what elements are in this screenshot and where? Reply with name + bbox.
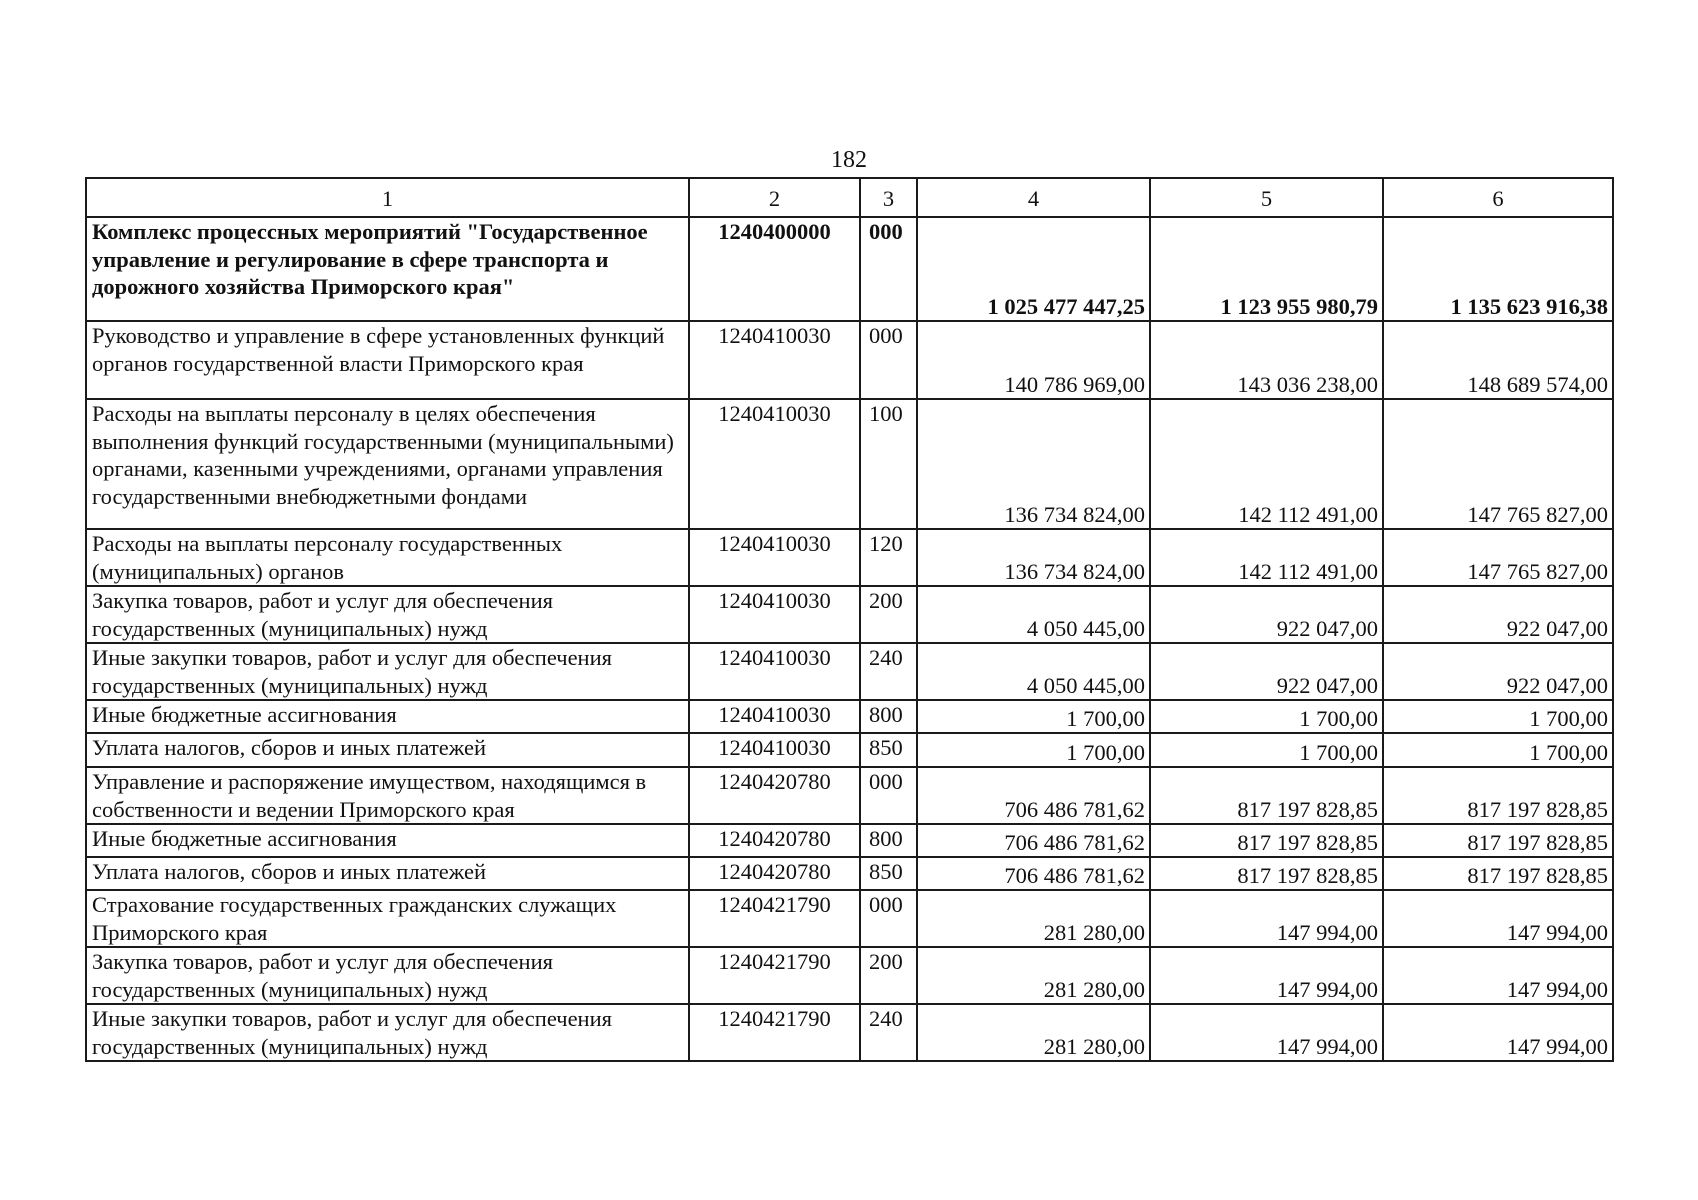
row-amount-col4: 1 700,00 bbox=[917, 733, 1150, 767]
row-amount-col5: 147 994,00 bbox=[1150, 947, 1383, 1004]
row-type-cell: 000 bbox=[860, 321, 917, 399]
row-amount-col4: 281 280,00 bbox=[917, 947, 1150, 1004]
row-amount-col5: 817 197 828,85 bbox=[1150, 767, 1383, 824]
row-code-cell: 1240420780 bbox=[689, 767, 860, 824]
row-amount-col4: 136 734 824,00 bbox=[917, 529, 1150, 586]
row-amount-col4: 136 734 824,00 bbox=[917, 399, 1150, 529]
row-amount-col6: 147 994,00 bbox=[1383, 1004, 1613, 1061]
row-amount-col4: 706 486 781,62 bbox=[917, 824, 1150, 857]
row-amount-col4: 1 025 477 447,25 bbox=[917, 217, 1150, 321]
row-type-cell: 000 bbox=[860, 767, 917, 824]
row-amount-col4: 1 700,00 bbox=[917, 700, 1150, 733]
header-cell-6: 6 bbox=[1383, 178, 1613, 217]
header-cell-4: 4 bbox=[917, 178, 1150, 217]
row-amount-col4: 706 486 781,62 bbox=[917, 767, 1150, 824]
table-header-row bbox=[86, 178, 1613, 217]
table-row bbox=[86, 767, 1613, 824]
row-type-cell: 200 bbox=[860, 586, 917, 643]
row-amount-col5: 1 700,00 bbox=[1150, 733, 1383, 767]
row-amount-col5: 147 994,00 bbox=[1150, 1004, 1383, 1061]
row-code-cell: 1240410030 bbox=[689, 399, 860, 529]
row-amount-col6: 147 765 827,00 bbox=[1383, 399, 1613, 529]
row-code-cell: 1240421790 bbox=[689, 890, 860, 947]
row-amount-col6: 147 994,00 bbox=[1383, 890, 1613, 947]
row-amount-col5: 817 197 828,85 bbox=[1150, 824, 1383, 857]
table-row bbox=[86, 643, 1613, 700]
row-code-cell: 1240410030 bbox=[689, 700, 860, 733]
row-amount-col5: 1 700,00 bbox=[1150, 700, 1383, 733]
header-cell-5: 5 bbox=[1150, 178, 1383, 217]
row-name-cell: Расходы на выплаты персоналу в целях обеспечения выполнения функций государственными (муниципальными) органами, казенными учреждениями, органами управления государственными внебюджетными фондами bbox=[86, 399, 689, 529]
row-code-cell: 1240421790 bbox=[689, 947, 860, 1004]
row-code-cell: 1240410030 bbox=[689, 529, 860, 586]
row-amount-col5: 922 047,00 bbox=[1150, 586, 1383, 643]
row-code-cell: 1240410030 bbox=[689, 643, 860, 700]
row-amount-col5: 922 047,00 bbox=[1150, 643, 1383, 700]
table-row bbox=[86, 733, 1613, 767]
table-row bbox=[86, 857, 1613, 890]
row-name-cell: Иные закупки товаров, работ и услуг для обеспечения государственных (муниципальных) нужд bbox=[86, 643, 689, 700]
table-row bbox=[86, 1004, 1613, 1061]
table-row bbox=[86, 321, 1613, 399]
table-row bbox=[86, 529, 1613, 586]
table-row bbox=[86, 217, 1613, 321]
row-code-cell: 1240421790 bbox=[689, 1004, 860, 1061]
row-name-cell: Страхование государственных гражданских служащих Приморского края bbox=[86, 890, 689, 947]
row-amount-col6: 1 700,00 bbox=[1383, 733, 1613, 767]
row-amount-col4: 281 280,00 bbox=[917, 890, 1150, 947]
page-number: 182 bbox=[831, 147, 867, 173]
row-amount-col5: 143 036 238,00 bbox=[1150, 321, 1383, 399]
row-name-cell: Руководство и управление в сфере установленных функций органов государственной власти Приморского края bbox=[86, 321, 689, 399]
row-type-cell: 120 bbox=[860, 529, 917, 586]
row-amount-col6: 1 700,00 bbox=[1383, 700, 1613, 733]
row-amount-col6: 922 047,00 bbox=[1383, 643, 1613, 700]
row-code-cell: 1240410030 bbox=[689, 321, 860, 399]
row-amount-col5: 817 197 828,85 bbox=[1150, 857, 1383, 890]
row-amount-col6: 148 689 574,00 bbox=[1383, 321, 1613, 399]
row-amount-col4: 706 486 781,62 bbox=[917, 857, 1150, 890]
table-row bbox=[86, 700, 1613, 733]
row-name-cell: Уплата налогов, сборов и иных платежей bbox=[86, 857, 689, 890]
row-code-cell: 1240420780 bbox=[689, 857, 860, 890]
header-cell-1: 1 bbox=[86, 178, 689, 217]
row-name-cell: Иные бюджетные ассигнования bbox=[86, 700, 689, 733]
row-type-cell: 000 bbox=[860, 217, 917, 321]
row-amount-col5: 142 112 491,00 bbox=[1150, 529, 1383, 586]
row-amount-col4: 4 050 445,00 bbox=[917, 643, 1150, 700]
table-body bbox=[86, 178, 1613, 1061]
row-name-cell: Закупка товаров, работ и услуг для обеспечения государственных (муниципальных) нужд bbox=[86, 586, 689, 643]
row-amount-col6: 817 197 828,85 bbox=[1383, 767, 1613, 824]
row-amount-col6: 817 197 828,85 bbox=[1383, 857, 1613, 890]
row-type-cell: 240 bbox=[860, 643, 917, 700]
row-name-cell: Расходы на выплаты персоналу государственных (муниципальных) органов bbox=[86, 529, 689, 586]
table-row bbox=[86, 586, 1613, 643]
table-row bbox=[86, 399, 1613, 529]
row-code-cell: 1240420780 bbox=[689, 824, 860, 857]
row-amount-col5: 147 994,00 bbox=[1150, 890, 1383, 947]
row-amount-col6: 147 765 827,00 bbox=[1383, 529, 1613, 586]
row-type-cell: 800 bbox=[860, 700, 917, 733]
row-amount-col6: 817 197 828,85 bbox=[1383, 824, 1613, 857]
row-name-cell: Иные бюджетные ассигнования bbox=[86, 824, 689, 857]
row-type-cell: 850 bbox=[860, 733, 917, 767]
budget-table bbox=[85, 177, 1614, 1062]
row-amount-col5: 1 123 955 980,79 bbox=[1150, 217, 1383, 321]
row-code-cell: 1240400000 bbox=[689, 217, 860, 321]
header-cell-3: 3 bbox=[860, 178, 917, 217]
row-amount-col6: 1 135 623 916,38 bbox=[1383, 217, 1613, 321]
row-name-cell: Управление и распоряжение имуществом, находящимся в собственности и ведении Приморского края bbox=[86, 767, 689, 824]
table-row bbox=[86, 947, 1613, 1004]
row-amount-col4: 140 786 969,00 bbox=[917, 321, 1150, 399]
row-type-cell: 100 bbox=[860, 399, 917, 529]
table-row bbox=[86, 824, 1613, 857]
row-type-cell: 850 bbox=[860, 857, 917, 890]
row-name-cell: Уплата налогов, сборов и иных платежей bbox=[86, 733, 689, 767]
row-type-cell: 240 bbox=[860, 1004, 917, 1061]
row-amount-col5: 142 112 491,00 bbox=[1150, 399, 1383, 529]
row-code-cell: 1240410030 bbox=[689, 586, 860, 643]
row-name-cell: Закупка товаров, работ и услуг для обеспечения государственных (муниципальных) нужд bbox=[86, 947, 689, 1004]
row-name-cell: Иные закупки товаров, работ и услуг для обеспечения государственных (муниципальных) нужд bbox=[86, 1004, 689, 1061]
row-type-cell: 800 bbox=[860, 824, 917, 857]
row-type-cell: 000 bbox=[860, 890, 917, 947]
row-name-cell: Комплекс процессных мероприятий "Государственное управление и регулирование в сфере транспорта и дорожного хозяйства Приморского края" bbox=[86, 217, 689, 321]
row-amount-col4: 4 050 445,00 bbox=[917, 586, 1150, 643]
row-amount-col6: 922 047,00 bbox=[1383, 586, 1613, 643]
table-row bbox=[86, 890, 1613, 947]
row-amount-col6: 147 994,00 bbox=[1383, 947, 1613, 1004]
header-cell-2: 2 bbox=[689, 178, 860, 217]
row-type-cell: 200 bbox=[860, 947, 917, 1004]
row-code-cell: 1240410030 bbox=[689, 733, 860, 767]
row-amount-col4: 281 280,00 bbox=[917, 1004, 1150, 1061]
